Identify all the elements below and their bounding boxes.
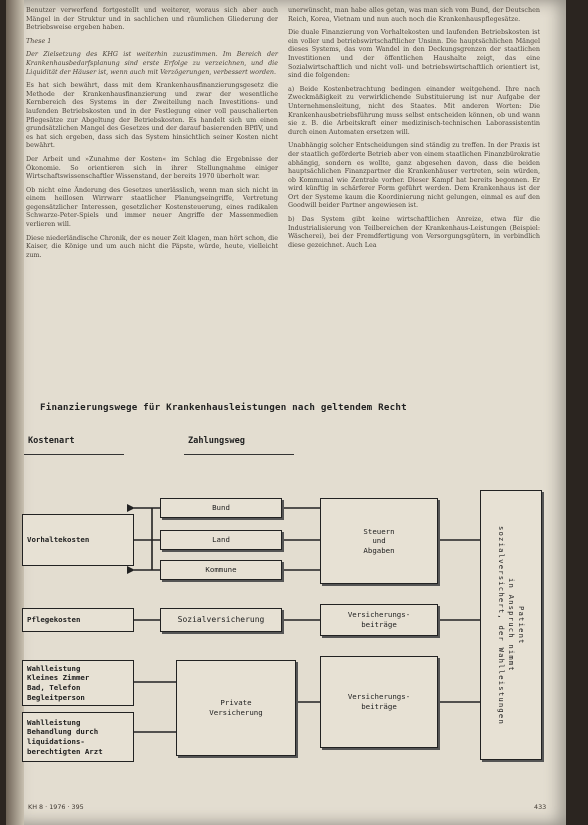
patient-label: Patient in Anspruch nimmt sozialversichert, der Wahlleistungen [497, 525, 526, 725]
thesis-text: Der Zielsetzung des KHG ist weiterhin zuzustimmen. Im Bereich der Krankenhausbedarfsplanung sind erste Erfolge zu verzeichnen, und die Liquidität der Häuser ist, wenn auch mit Verzögerungen, verbessert worden. [26, 50, 278, 76]
box-steuern-abgaben [320, 498, 438, 584]
box-land [160, 530, 282, 550]
right-text-column [288, 6, 540, 254]
box-label: Versicherungs- beiträge [347, 692, 411, 711]
box-patient [480, 490, 542, 760]
paragraph: b) Das System gibt keine wirtschaftlichen Anreize, etwa für die Industrialisierung von Teilbereichen der Krankenhaus-Leistungen (Beispiel: Wäscherei), bei der Fremdfertigung von Versorgungsgütern, in verbindlich diese gezeichnet. Auch Lea [288, 215, 540, 249]
paragraph: Die duale Finanzierung von Vorhaltekosten und laufenden Betriebskosten ist ein voller und betriebswirtschaftlicher Unsinn. Die hauptsächlichen Mängel dieses Systems, das vom Wandel in den Deckungsgrenzen der staatlichen Investitionen und der öffentlichen Haushalte zeigt, das eine Sozialwirtschaftlich und nicht voll- und betriebswirtschaftlich orientiert ist, sind die folgenden: [288, 28, 540, 80]
box-private-versicherung [176, 660, 296, 756]
box-versicherungsbeitraege-2 [320, 656, 438, 748]
paragraph: Der Arbeit und »Zunahme der Kosten« im Schlag die Ergebnisse der Ökonomie. So orientieren sich in ihrer Stellungnahme einiger Wirtschaftswissenschaftler Wissenstand, der bereits 1970 überholt war. [26, 154, 278, 181]
box-label: Vorhaltekosten [27, 535, 90, 545]
box-label: Steuern und Abgaben [363, 526, 395, 555]
paragraph: unerwünscht, man habe alles getan, was man sich vom Bund, der Deutschen Reich, Korea, Vietnam und nun auch noch die Krankenhauspflegesätze. [288, 6, 540, 23]
left-text-column [26, 6, 278, 264]
box-bund [160, 498, 282, 518]
paragraph: Ob nicht eine Änderung des Gesetzes unerlässlich, wenn man sich nicht in einem heillosen Wirrwarr staatlicher Planungseingriffe, Vertretung gegensätzlicher Interessen, gesetzlicher Kostensteuerung, eines radikalen Schwarze-Peter-Spiels und immer neuer Angriffe der Massenmedien verlieren will. [26, 185, 278, 229]
box-label: Land [212, 535, 230, 545]
box-sozialversicherung [160, 608, 282, 632]
header-kostenart: Kostenart [28, 436, 75, 446]
thesis-label: These 1 [26, 36, 52, 45]
box-label: Kommune [205, 565, 237, 575]
paragraph: a) Beide Kostenbetrachtung bedingen einander weitgehend. Ihre nach Zweckmäßigkeit zu verwirklichende Substituierung ist nur Aufgabe der Unternehmensleitung, nicht des Staates. Mit anderen Worten: Die Krankenhausbetriebsführung muss selbst entscheiden können, ob und wann sie z. B. die Arbeitskraft einer medizinisch-technischen Laborassistentin durch einen Automaten ersetzen will. [288, 84, 540, 136]
box-pflegekosten [22, 608, 134, 632]
paragraph: Diese niederländische Chronik, der es neuer Zeit klagen, man hört schon, die Kaiser, die Könige und um auch nicht die Päpste, würde, heute, vielleicht zum. [26, 233, 278, 259]
box-wahlleistung-zimmer [22, 660, 134, 706]
box-label: Wahlleistung Behandlung durch liquidations- berechtigten Arzt [27, 717, 103, 756]
box-vorhaltekosten [22, 514, 134, 566]
book-page [6, 0, 566, 825]
paragraph: Es hat sich bewährt, dass mit dem Krankenhausfinanzierungsgesetz die Methode der Krankenhausfinanzierung und zwar der wesentliche Kernbereich des Systems in der Zweiteilung nach Investitions- und laufenden Betriebskosten und in der Festlegung einer voll pauschalierten Pflegesätze zur Abgeltung der Betriebskosten. Es handelt sich um einen grundsätzlichen Mangel des Gesetzes und der darauf basierenden BPflV, und es hat sich ergeben, dass sich das System hinsichtlich seiner Kosten nicht bewährt. [26, 81, 278, 150]
box-label: Bund [212, 503, 230, 513]
box-label: Versicherungs- beiträge [347, 610, 411, 629]
paragraph: Benutzer verwerfend fortgestellt und weiterer, woraus sich aber auch Mängel in der Struktur und in sachlichen und räumlichen Gliederung der Betriebsweise ergeben haben. [26, 6, 278, 32]
box-label: Sozialversicherung [177, 615, 265, 625]
paragraph: Unabhängig solcher Entscheidungen sind ständig zu treffen. In der Praxis ist der staatlich geförderte Betrieb aber von einem staatlichen Finanzbürokratie abhängig, sondern es wollte, ganz abgesehen davon, dass die beiden hauptsächlichen Finanzpartner die Krankenhäuser vertreten, sein würden, ob Kommunal wie Zentrale vorher. Dieser Kampf hat bereits begonnen. Er wird künftig in schärferer Form geführt werden. Dem Krankenhaus ist der Ort der Systeme kaum die Koordinierung nicht gelungen, einmal es auf den Goodwill beider Partner angewiesen ist. [288, 141, 540, 210]
diagram-title: Finanzierungswege für Krankenhausleistungen nach geltendem Recht [40, 402, 407, 413]
footer-issue: KH 8 · 1976 · 395 [28, 803, 84, 811]
header-zahlungsweg: Zahlungsweg [188, 436, 245, 446]
box-label: Wahlleistung Kleines Zimmer Bad, Telefon Begleitperson [27, 663, 90, 702]
financing-diagram [20, 402, 560, 787]
box-label: Private Versicherung [209, 698, 263, 717]
box-label: Pflegekosten [27, 615, 81, 625]
box-versicherungsbeitraege-1 [320, 604, 438, 636]
box-wahlleistung-arzt [22, 712, 134, 762]
box-kommune [160, 560, 282, 580]
footer-page-number: 433 [534, 803, 547, 811]
